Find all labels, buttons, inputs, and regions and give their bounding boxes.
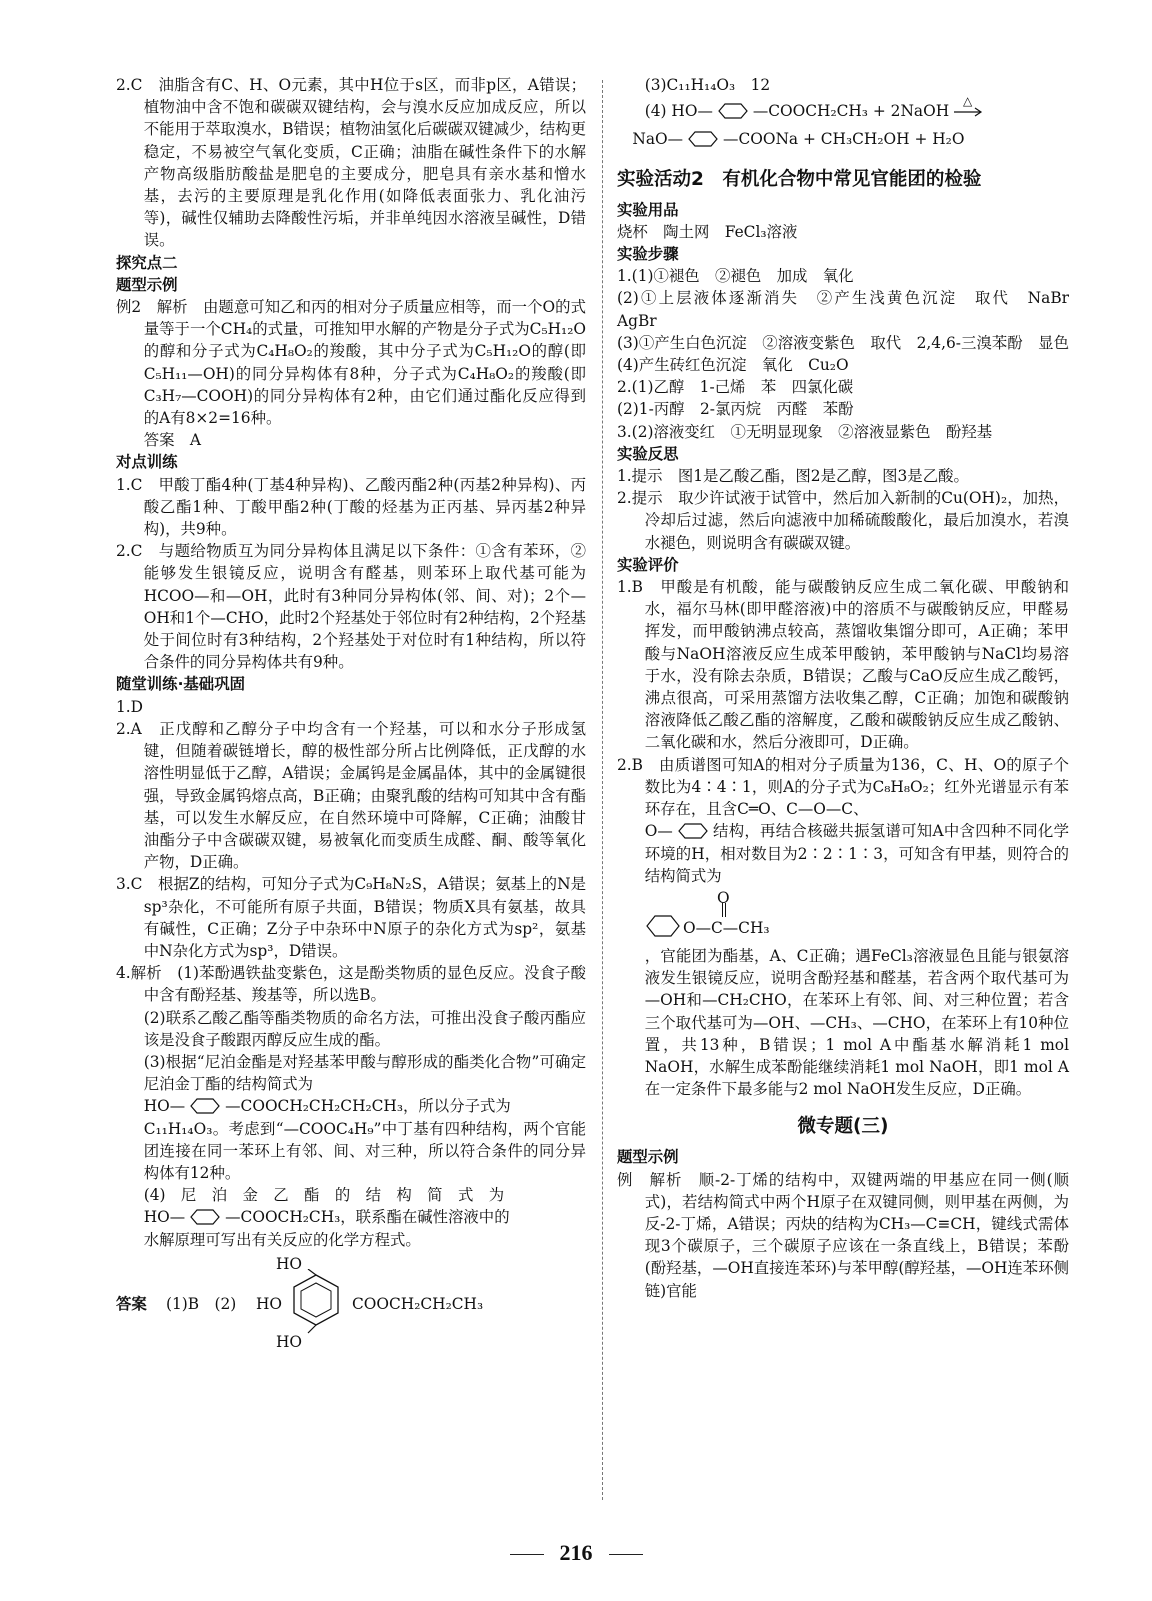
heading-materials: 实验用品 [617, 200, 679, 219]
quiz-4-answer-3: (3)C₁₁H₁₄O₃ 12 [644, 76, 771, 94]
micro-topic-title: 微专题(三) [797, 1116, 889, 1138]
mol-ho-bot: HO [276, 1332, 303, 1351]
heading-tixing-2: 题型示例 [617, 1148, 679, 1167]
double-bond-line-2 [725, 903, 727, 917]
reaction-line-1: (4) HO— —COOCH₂CH₃ + 2NaOH △ [617, 100, 1069, 122]
steps-3: (3)①产生白色沉淀 ②溶液变紫色 取代 2,4,6-三溴苯酚 显色 (4)产生砖红色沉淀 氧化 Cu₂O [617, 333, 1085, 375]
ethyl-paraben-formula: HO— —COOCH₂CH₃，联系酯在碱性溶液中的 [143, 1208, 510, 1227]
micro-topic-example: 例 解析 顺-2-丁烯的结构中，双键两端的甲基应在同一侧(顺式)，若结构简式中两个H原子在双键同侧，则甲基在两侧，为反-2-丁烯，A错误；丙炔的结构为CH₃—C≡CH，键线式需体现3个碳原子，三个碳原子应该在一条直线上，B错误；苯酚(酚羟基，—OH直接连苯环)与苯甲醇(醇羟基，—OH连苯环侧链)官能 [617, 1170, 1069, 1300]
steps-6: 3.(2)溶液变红 ①无明显现象 ②溶液显紫色 酚羟基 [617, 422, 993, 441]
mol-ho-mid: HO [256, 1294, 283, 1313]
heading-steps: 实验步骤 [617, 245, 679, 264]
example-2-analysis: 例2 解析 由题意可知乙和丙的相对分子质量应相等，而一个O的式量等于一个CH₄的式量，可推知甲水解的产物是分子式为C₅H₁₂O的醇和分子式为C₄H₈O₂的羧酸，其中分子式为C₅H₁₂O的醇(即C₅H₁₁—OH)的同分异构体有8种，分子式为C₄H₈O₂的羧酸(即C₃H₇—COOH)的同分异构体有2种，由它们通过酯化反应得到的A有8×2=16种。 [116, 298, 586, 428]
answer-block [116, 1253, 586, 1351]
heading-evaluation: 实验评价 [617, 555, 679, 574]
carbonyl-o: O [717, 888, 730, 907]
quiz-4-part3: (3)根据“尼泊金酯是对羟基苯甲酸与醇形成的酯类化合物”可确定尼泊金丁酯的结构简式为 [143, 1052, 586, 1094]
benzene-ring-icon [185, 1208, 225, 1226]
benzene-ring-icon [713, 102, 753, 120]
column-divider [602, 80, 603, 1500]
answer-label: 答案 [116, 1294, 147, 1313]
left-column [116, 74, 586, 1351]
quiz-4-part6: 水解原理可写出有关反应的化学方程式。 [143, 1230, 421, 1249]
heading-reflection: 实验反思 [617, 444, 679, 463]
evaluation-2-part2: O— 结构，再结合核磁共振氢谱可知A中含四种不同化学环境的H，相对数目为2∶2∶1∶3，可知含有甲基，则符合的结构简式为 [644, 822, 1069, 885]
butyl-paraben-formula: HO— —COOCH₂CH₂CH₂CH₃，所以分子式为 [143, 1097, 511, 1116]
page-number: 216 [0, 1540, 1152, 1566]
section-heading-tixing: 题型示例 [116, 275, 178, 294]
benzene-ring-icon [673, 822, 713, 840]
mol-ester-group: COOCH₂CH₂CH₃ [352, 1294, 484, 1313]
evaluation-1: 1.B 甲酸是有机酸，能与碳酸钠反应生成二氧化碳、甲酸钠和水，福尔马林(即甲醛溶液)中的溶质不与碳酸钠反应，甲醛易挥发，而甲酸钠沸点较高，蒸馏收集馏分即可，A正确；苯甲酸与NaOH溶液反应生成苯甲酸钠，苯甲酸钠与NaCl均易溶于水，没有除去杂质，B错误；乙酸与CaO反应生成乙酸钙，沸点很高，可采用蒸馏方法收集乙醇，C正确；加饱和碳酸钠溶液降低乙酸乙酯的溶解度，乙酸和碳酸钠反应生成乙酸钠、二氧化碳和水，然后分液即可，D正确。 [617, 578, 1069, 752]
benzene-ring-icon [683, 130, 723, 148]
section-heading-tanjiu: 探究点二 [116, 253, 178, 272]
reaction-line-2: NaO— —COONa + CH₃CH₂OH + H₂O [632, 130, 965, 149]
reflection-1: 1.提示 图1是乙酸乙酯，图2是乙醇，图3是乙酸。 [617, 467, 969, 486]
drill-1: 1.C 甲酸丁酯4种(丁基4种异构)、乙酸丙酯2种(丙基2种异构)、丙酸乙酯1种、丁酸甲酯2种(丁酸的烃基为正丙基、异丙基2种异构)，共9种。 [116, 475, 586, 539]
steps-2: (2)①上层液体逐渐消失 ②产生浅黄色沉淀 取代 NaBr AgBr [617, 289, 1085, 330]
steps-5: (2)1-丙醇 2-氯丙烷 丙醛 苯酚 [617, 400, 854, 419]
quiz-4-part2: (2)联系乙酸乙酯等酯类物质的命名方法，可推出没食子酸丙酯应该是没食子酸跟丙醇反应生成的酯。 [143, 1008, 586, 1049]
reaction-arrow-icon [954, 94, 984, 118]
quiz-4-part5: (4) 尼 泊 金 乙 酯 的 结 构 简 式 为 [143, 1186, 505, 1205]
benzene-ring-icon [185, 1097, 225, 1115]
quiz-4-part4: C₁₁H₁₄O₃。考虑到“—COOC₄H₉”中丁基有四种结构，两个官能团连接在同一苯环上有邻、间、对三种，所以符合条件的同分异构体有12种。 [143, 1119, 586, 1182]
materials-text: 烧杯 陶土网 FeCl₃溶液 [617, 222, 798, 241]
ester-chain: O—C—CH₃ [683, 918, 770, 937]
page-number-right-rule [609, 1554, 643, 1555]
evaluation-2-part3: ，官能团为酯基，A、C正确；遇FeCl₃溶液显色且能与银氨溶液发生银镜反应，说明含酚羟基和醛基，若含两个取代基可为—OH和—CH₂CHO，在苯环上有邻、间、对三种位置；若含三个取代基可为—OH、—CH₃、—CHO，在苯环上有10种位置，共13种，B错误；1 mol A中酯基水解消耗1 mol NaOH，水解生成苯酚能继续消耗1 mol NaOH，即1 mol A在一定条件下最多能与2 mol NaOH发生反应，D正确。 [644, 946, 1069, 1099]
reflection-2: 2.提示 取少许试液于试管中，然后加入新制的Cu(OH)₂，加热，冷却后过滤，然后向滤液中加稀硫酸酸化，最后加溴水，若溴水褪色，则说明含有碳碳双键。 [617, 489, 1069, 552]
page-number-left-rule [510, 1554, 544, 1555]
double-bond-line [722, 903, 724, 917]
steps-1: 1.(1)①褪色 ②褪色 加成 氧化 [617, 267, 854, 286]
evaluation-2-part1: 2.B 由质谱图可知A的相对分子质量为136，C、H、O的原子个数比为4∶4∶1，则A的分子式为C₈H₈O₂；红外光谱显示有苯环存在，且含C═O、C—O—C、 [617, 755, 1069, 819]
quiz-4-part1: 4.解析 (1)苯酚遇铁盐变紫色，这是酚类物质的显色反应。没食子酸中含有酚羟基、羧基等，所以选B。 [116, 964, 586, 1005]
quiz-2: 2.A 正戊醇和乙醇分子中均含有一个羟基，可以和水分子形成氢键，但随着碳链增长，醇的极性部分所占比例降低，正戊醇的水溶性明显低于乙醇，A错误；金属钨是金属晶体，其中的金属键很强，导致金属钨熔点高，B正确；由聚乳酸的结构可知其中含有酯基，可以发生水解反应，在自然环境中可降解，C正确；油酸甘油酯分子中含碳碳双键，易被氧化而变质生成醛、酮、酸等氧化产物，D正确。 [116, 719, 586, 872]
phenyl-acetate-structure [617, 887, 1069, 945]
right-column [617, 74, 1085, 1302]
heat-symbol: △ [963, 94, 973, 109]
quiz-1: 1.D [116, 697, 144, 716]
mol-ho-top: HO [276, 1254, 303, 1273]
answer-2c-paragraph: 2.C 油脂含有C、H、O元素，其中H位于s区，而非p区，A错误；植物油中含不饱和碳碳双键结构，会与溴水反应加成反应，所以不能用于萃取溴水，B错误；植物油氢化后碳碳双键减少，结构更稳定，不易被空气氧化变质，C正确；油脂在碱性条件下的水解产物高级脂肪酸盐是肥皂的主要成分，肥皂具有亲水基和憎水基，去污的主要原理是乳化作用(如降低表面张力、乳化油污等)，碱性仅辅助去降酸性污垢，并非单纯因水溶液呈碱性，D错误。 [116, 76, 586, 250]
drill-2: 2.C 与题给物质互为同分异构体且满足以下条件：①含有苯环，②能够发生银镜反应，说明含有醛基，则苯环上取代基可能为HCOO—和—OH，此时有3种同分异构体(邻、间、对)；2个—OH和1个—CHO，此时2个羟基处于邻位时有2种结构，2个羟基处于间位时有3种结构，2个羟基处于对位时有1种结构，所以符合条件的同分异构体共有9种。 [116, 542, 586, 672]
quiz-3: 3.C 根据Z的结构，可知分子式为C₉H₈N₂S，A错误；氨基上的N是sp³杂化，不可能所有原子共面，B错误；物质X具有氨基，故具有碱性，C正确；Z分子中杂环中N原子的杂化方式为sp²，氨基中N杂化方式为sp³，D错误。 [116, 875, 586, 960]
section-heading-suitang: 随堂训练·基础巩固 [116, 675, 245, 694]
experiment-title: 实验活动2 有机化合物中常见官能团的检验 [617, 168, 982, 190]
steps-4: 2.(1)乙醇 1-己烯 苯 四氯化碳 [617, 378, 854, 397]
section-heading-duidian: 对点训练 [116, 453, 178, 472]
benzene-ring-icon [643, 913, 683, 939]
example-2-answer: 答案 A [143, 431, 202, 450]
gallate-benzene-ring-icon [286, 1269, 346, 1335]
answer-text: (1)B (2) [166, 1294, 237, 1313]
